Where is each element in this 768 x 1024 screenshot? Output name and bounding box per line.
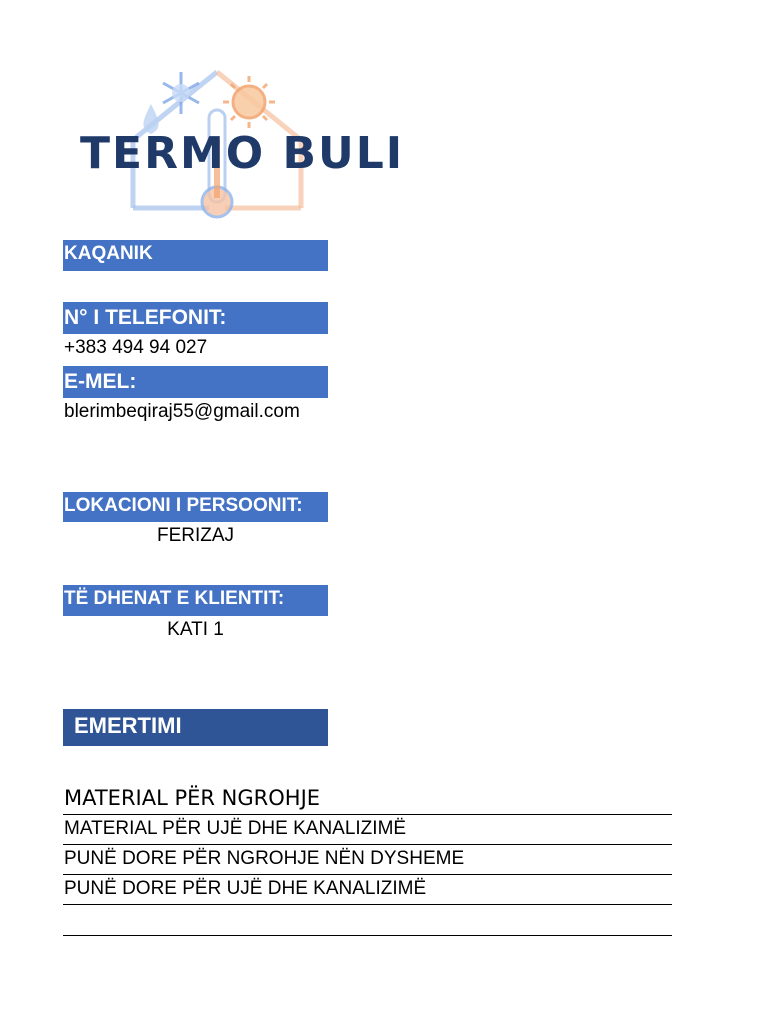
city-label: KAQANIK <box>63 240 328 271</box>
list-item <box>63 905 672 936</box>
section-title: EMERTIMI <box>63 709 328 746</box>
list-item: MATERIAL PËR NGROHJE <box>63 784 672 815</box>
items-list <box>63 784 672 936</box>
client-data-label: TË DHENAT E KLIENTIT: <box>63 585 328 616</box>
email-label: E-MEL: <box>63 366 328 398</box>
list-item: PUNË DORE PËR NGROHJE NËN DYSHEME <box>63 845 672 875</box>
list-item: PUNË DORE PËR UJË DHE KANALIZIMË <box>63 875 672 905</box>
phone-label: N° I TELEFONIT: <box>63 302 328 334</box>
email-value: blerimbeqiraj55@gmail.com <box>64 401 300 422</box>
location-value: FERIZAJ <box>156 525 235 546</box>
client-data-value: KATI 1 <box>167 619 224 640</box>
list-item: MATERIAL PËR UJË DHE KANALIZIMË <box>63 815 672 845</box>
company-name: TERMO BULI <box>80 128 405 179</box>
phone-value: +383 494 94 027 <box>64 337 208 358</box>
location-label: LOKACIONI I PERSOONIT: <box>63 492 328 522</box>
